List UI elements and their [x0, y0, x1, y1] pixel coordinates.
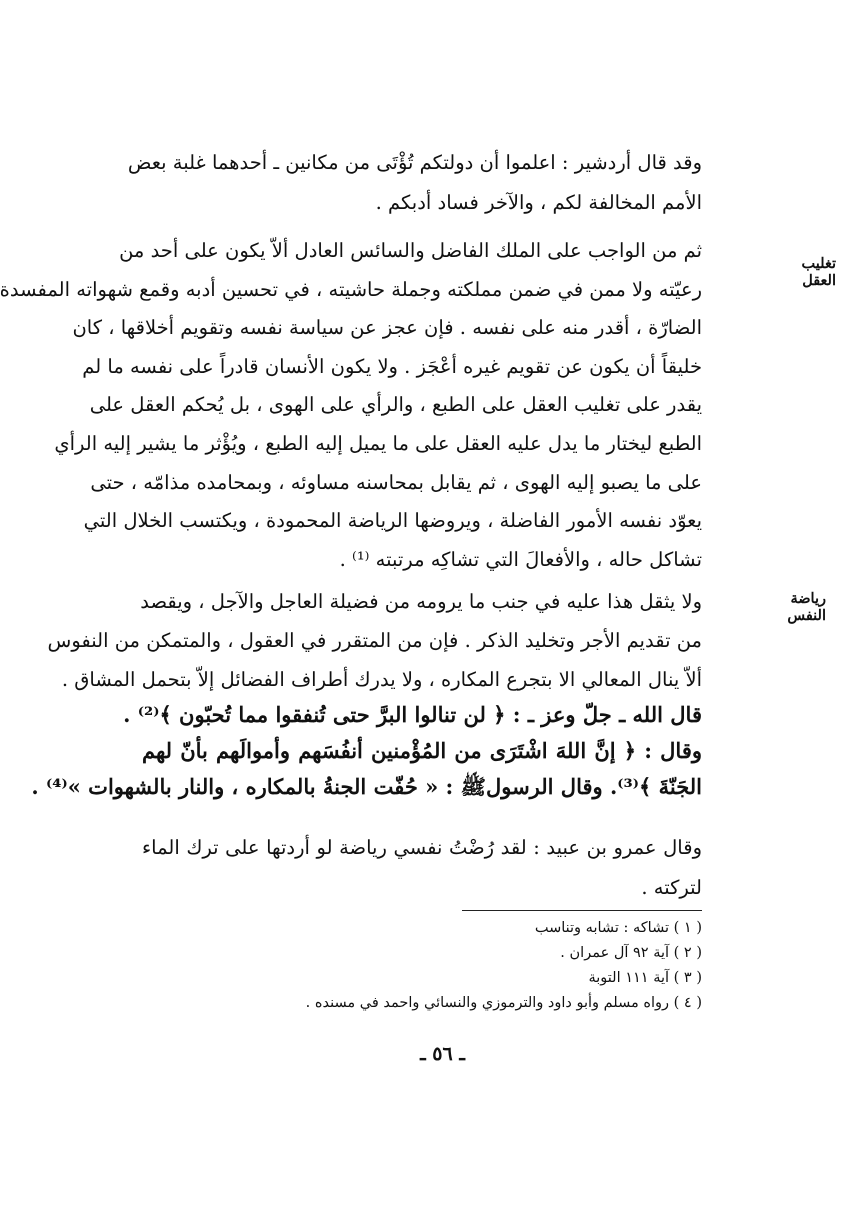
footnote: ( ٣ ) آية ١١١ التوبة: [588, 970, 702, 986]
text-line: تشاكل حاله ، والأفعالَ التي تشاكِه مرتبته ⁽¹⁾ .: [339, 547, 702, 571]
text-line: لتركته .: [641, 876, 702, 899]
margin-note-riyadat-al-nafs: رياضة النفس: [787, 590, 826, 624]
text-line: وقد قال أردشير : اعلموا أن دولتكم تُؤْتَى من مكانين ـ أحدهما غلبة بعض: [127, 151, 702, 174]
paragraph-ardashir: [127, 143, 702, 223]
text-line: الأمم المخالفة لكم ، والآخر فساد أدبكم .: [375, 191, 702, 214]
paragraph-king-duty: [0, 232, 702, 579]
paragraph-quran-hadith: [31, 697, 702, 805]
paragraph-riyada: [47, 582, 702, 699]
footnote: ( ١ ) تشاكه : تشابه وتناسب: [534, 920, 702, 936]
text-line: يقدر على تغليب العقل على الطبع ، والرأي على الهوى ، بل يُحكم العقل على: [89, 393, 702, 417]
text-line: يعوّد نفسه الأمور الفاضلة ، ويروضها الرياضة المحمودة ، ويكتسب الخلال التي: [83, 509, 702, 533]
margin-note-taghlib-al-aql: تغليب العقل: [801, 255, 836, 289]
text-line: الضارّة ، أقدر منه على نفسه . فإن عجز عن سياسة نفسه وتقويم أخلاقها ، كان: [72, 316, 702, 340]
footnote: ( ٢ ) آية ٩٢ آل عمران .: [560, 945, 702, 961]
text-line: ثم من الواجب على الملك الفاضل والسائس العادل ألاّ يكون على أحد من: [119, 239, 702, 262]
page-number: ـ ٥٦ ـ: [420, 1043, 465, 1065]
text-line: على ما يصبو إليه الهوى ، ثم يقابل بمحاسنه مساوئه ، وبمحامده مذامّه ، حتى: [90, 470, 702, 494]
text-line: ألاّ ينال المعالي الا بتجرع المكاره ، ولا يدرك أطراف الفضائل إلاّ بتحمل المشاق .: [61, 668, 702, 691]
text-line: ولا يثقل هذا عليه في جنب ما يرومه من فضيلة العاجل والآجل ، ويقصد: [140, 590, 702, 613]
text-line: قال الله ـ جلّ وعز ـ : ﴿ لن تنالوا البرَّ حتى تُنفقوا مما تُحبّون ﴾⁽²⁾ .: [123, 702, 702, 727]
text-line: من تقديم الأجر وتخليد الذكر . فإن من المتقرر في العقول ، والمتمكن من النفوس: [47, 629, 702, 652]
text-line: رعيّته ولا ممن في ضمن مملكته وجملة حاشيته ، في تحسين أدبه وقمع شهواته المفسدة: [0, 277, 702, 301]
text-line: وقال : ﴿ إنَّ اللهَ اشْتَرَى من المُؤْمنين أنفُسَهم وأموالَهم بأنّ لهم: [142, 738, 702, 763]
footnotes: [242, 916, 702, 1016]
text-line: الجَنّةَ ﴾⁽³⁾. وقال الرسولﷺ : « حُفّت الجنةُ بالمكاره ، والنار بالشهوات »⁽⁴⁾ .: [31, 774, 702, 799]
footnote-divider: [462, 910, 702, 911]
paragraph-amr-ibn-ubaid: [142, 828, 702, 908]
text-line: وقال عمرو بن عبيد : لقد رُضْتُ نفسي رياضة لو أردتها على ترك الماء: [142, 836, 702, 859]
text-line: الطبع ليختار ما يدل عليه العقل على ما يميل إليه الطبع ، ويُؤْثر ما يشير إليه الرأي: [54, 431, 702, 455]
text-line: خليقاً أن يكون عن تقويم غيره أعْجَز . ولا يكون الأنسان قادراً على نفسه ما لم: [82, 354, 702, 378]
footnote: ( ٤ ) رواه مسلم وأبو داود والترموزي والنسائي واحمد في مسنده .: [305, 995, 702, 1011]
